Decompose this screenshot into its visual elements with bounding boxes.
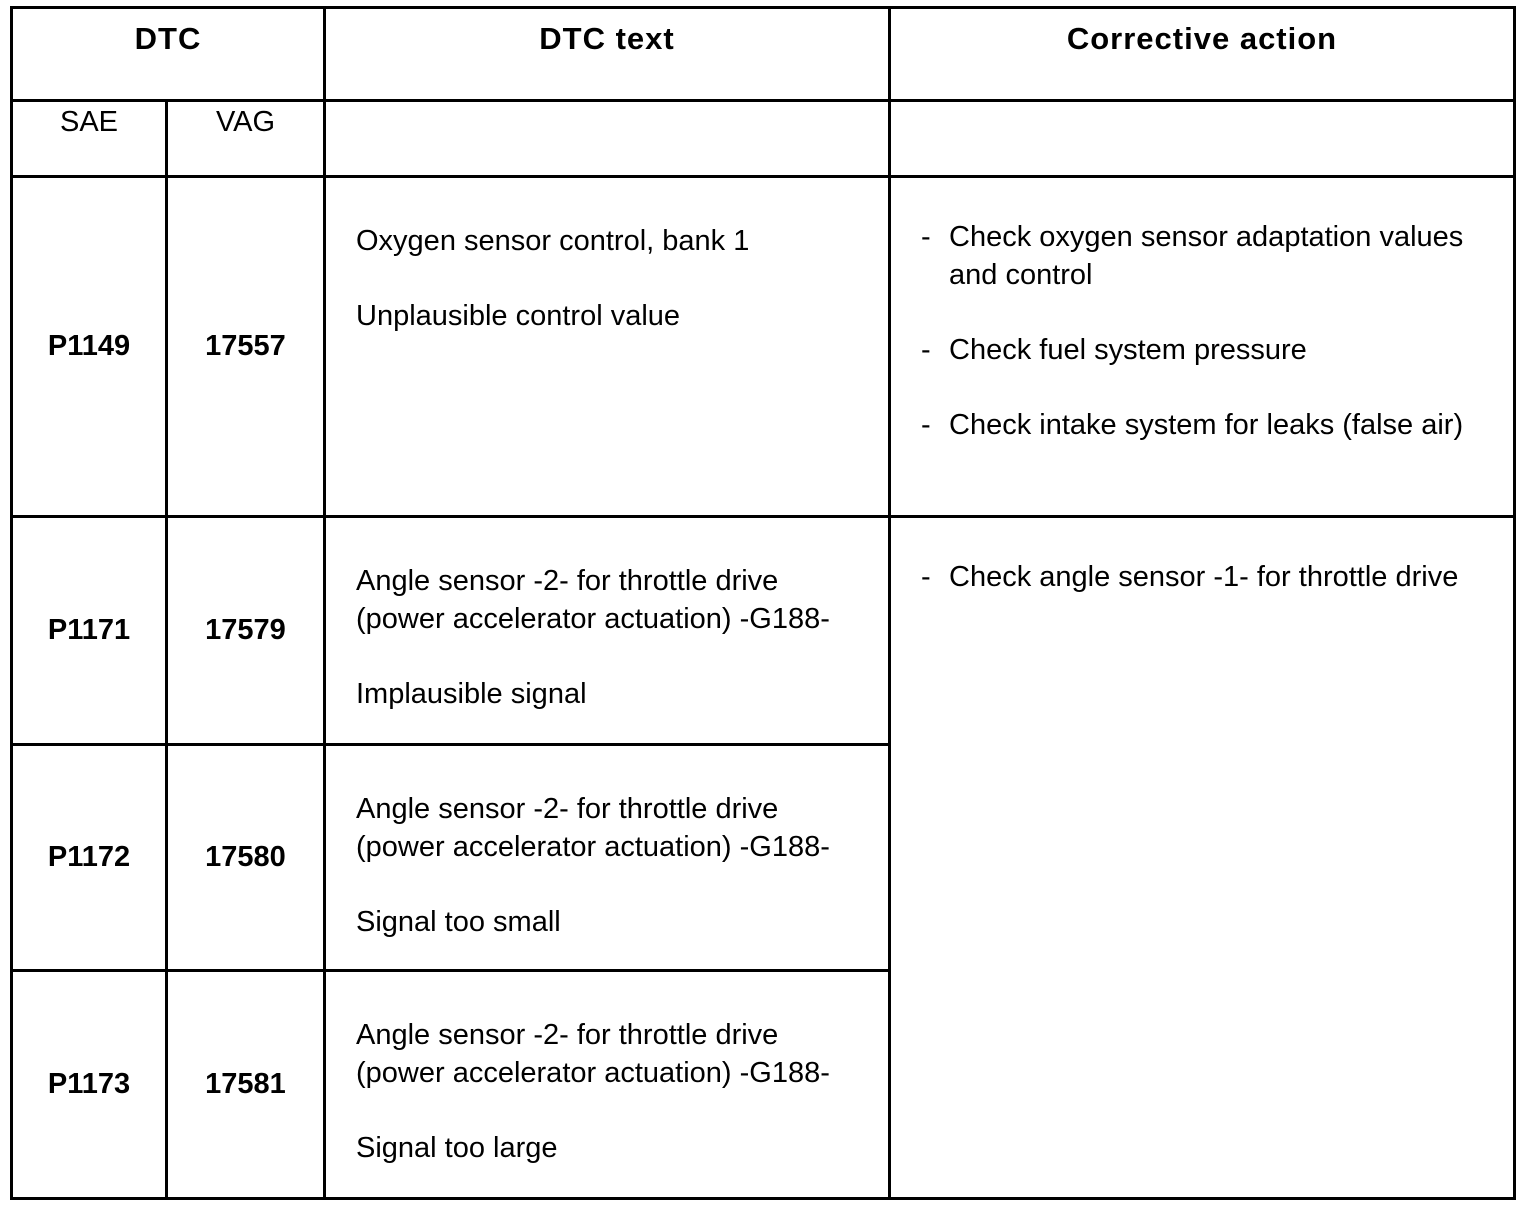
header-corrective-action: Corrective action — [890, 8, 1515, 101]
header-dtc-text: DTC text — [325, 8, 890, 101]
action-item — [921, 331, 1493, 369]
sae-code: P1171 — [12, 517, 167, 745]
dtc-text-line: Angle sensor -2- for throttle drive (power accelerator actuation) -G188- — [356, 793, 830, 863]
action-text: Check fuel system pressure — [949, 334, 1307, 366]
sae-code: P1172 — [12, 745, 167, 971]
dtc-table — [10, 6, 1516, 1200]
action-item — [921, 218, 1493, 294]
dash-bullet: - — [921, 561, 931, 593]
dtc-text-cell — [325, 517, 890, 745]
dash-bullet: - — [921, 409, 931, 441]
dtc-text-line: Signal too large — [356, 1132, 558, 1164]
dtc-text-cell — [325, 745, 890, 971]
vag-code: 17581 — [167, 971, 325, 1199]
header-row — [12, 8, 1515, 101]
vag-code: 17579 — [167, 517, 325, 745]
sae-code: P1149 — [12, 177, 167, 517]
action-text: Check intake system for leaks (false air) — [949, 409, 1464, 441]
corrective-action-cell — [890, 177, 1515, 517]
subheader-empty-action — [890, 101, 1515, 177]
dtc-text-cell — [325, 177, 890, 517]
dtc-text-cell — [325, 971, 890, 1199]
vag-code: 17557 — [167, 177, 325, 517]
action-item — [921, 558, 1493, 596]
dash-bullet: - — [921, 221, 931, 253]
dtc-text-line: Signal too small — [356, 906, 561, 938]
dtc-text-line: Implausible signal — [356, 678, 587, 710]
action-item — [921, 406, 1493, 444]
dtc-text-line: Angle sensor -2- for throttle drive (power accelerator actuation) -G188- — [356, 565, 830, 635]
header-sae: SAE — [12, 101, 167, 177]
header-dtc: DTC — [12, 8, 325, 101]
vag-code: 17580 — [167, 745, 325, 971]
action-text: Check oxygen sensor adaptation values and control — [949, 221, 1464, 291]
corrective-action-cell-shared — [890, 517, 1515, 1199]
dtc-text-line: Oxygen sensor control, bank 1 — [356, 225, 750, 257]
dtc-text-line: Angle sensor -2- for throttle drive (power accelerator actuation) -G188- — [356, 1019, 830, 1089]
dash-bullet: - — [921, 334, 931, 366]
table-row — [12, 517, 1515, 745]
subheader-empty-text — [325, 101, 890, 177]
dtc-text-line: Unplausible control value — [356, 300, 681, 332]
action-text: Check angle sensor -1- for throttle drive — [949, 561, 1459, 593]
sae-code: P1173 — [12, 971, 167, 1199]
header-vag: VAG — [167, 101, 325, 177]
table-row — [12, 177, 1515, 517]
subheader-row — [12, 101, 1515, 177]
